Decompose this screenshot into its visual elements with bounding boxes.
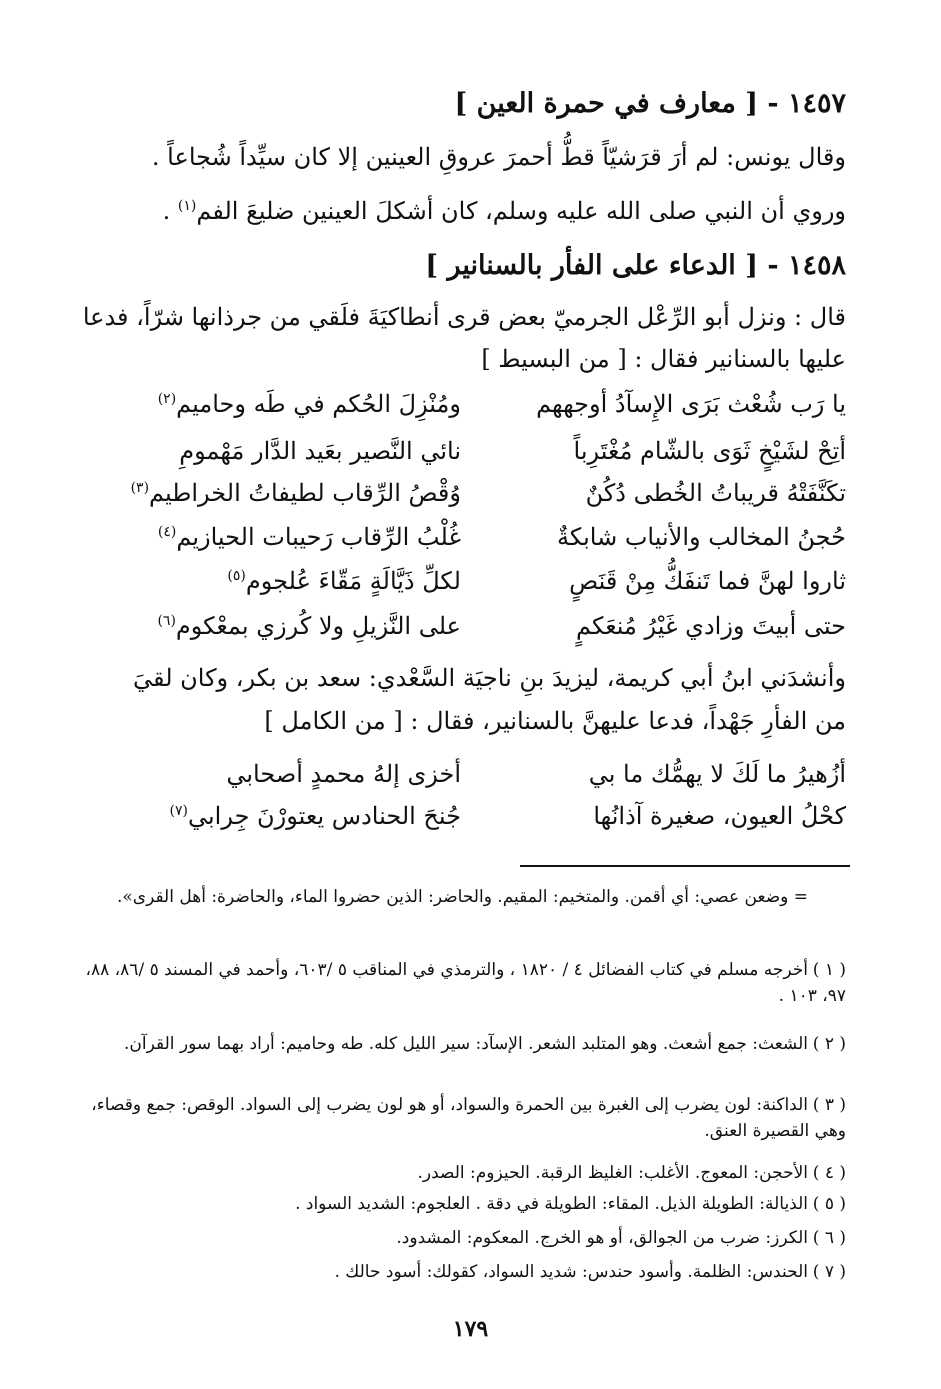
paragraph-line: عليها بالسنانير فقال : [ من البسيط ] [481,345,846,373]
verse-second-hemistich: نائي النَّصير بعَيد الدَّار مَهْمومِ [179,437,461,465]
section-heading-1458: ١٤٥٨ - [ الدعاء على الفأر بالسنانير ] [425,250,846,281]
verse-first-hemistich: تكَنَّفَتْهُ قريباتُ الخُطى دُكُنٌ [585,479,846,507]
verse-first-hemistich: يا رَب شُعْث بَرَى الإِسآدُ أوجههم [536,390,846,418]
footnote: ( ١ )أخرجه مسلم في كتاب الفضائل ٤ / ١٨٢٠ ، والترمذي في المناقب ٥ /٦٠٣، وأحمد في المسند ٥ /٨٦، ٨٨، ٩٧، ١٠٣ . [85,960,846,1006]
verse-second-hemistich: ومُنْزِلَ الحُكم في طَه وحاميم$^{(٢)}$ [157,390,461,418]
footnote: ( ٢ )الشعث: جمع أشعث. وهو المتلبد الشعر. الإسآد: سير الليل كله. طه وحاميم: أراد بهما سور القرآن. [124,1034,846,1054]
footnote-divider [520,865,850,867]
paragraph-end: . [162,197,178,225]
footnote-ref: (٥) [227,568,246,584]
paragraph-line: من الفأرِ جَهْداً، فدعا عليهنَّ بالسنانير، فقال : [ من الكامل ] [264,707,846,735]
verse-first-hemistich: أتِحْ لشَيْخٍ ثَوَى بالشّام مُغْتَرِباً [573,437,846,465]
verse-second-hemistich: وُقْصُ الرِّقاب لطيفاتُ الخراطيم$^{(٣)}$ [130,479,461,507]
paragraph-line: وقال يونس: لم أرَ قرَشيّاً قطُّ أحمرَ عروقِ العينين إلا كان سيِّداً شُجاعاً . [151,143,846,171]
paragraph-line: وأنشدَني ابنُ أبي كريمة، ليزيدَ بنِ ناجيَة السَّعْدي: سعد بن بكر، وكان لقيَ [133,664,846,692]
paragraph-line [85,197,846,225]
verse-first-hemistich: كحْلُ العيون، صغيرة آذانُها [593,802,846,830]
verse-second-hemistich: لكلِّ ذَيَّالَةٍ مَقّاءَ عُلجوم$^{(٥)}$ [227,567,461,595]
verse-second-hemistich: أخزى إلهُ محمدٍ أصحابي [226,760,461,788]
footnote-ref: (٦) [157,613,176,629]
verse-first-hemistich: أزُهيرُ ما لَكَ لا يهمُّك ما بي [588,760,846,788]
verse-second-hemistich: غُلْبُ الرِّقاب رَحيبات الحيازيم$^{(٤)}$ [157,523,461,551]
footnote: ( ٥ )الذيالة: الطويلة الذيل. المقاء: الطويلة في دقة . العلجوم: الشديد السواد . [295,1194,846,1214]
verse-first-hemistich: حُجنُ المخالب والأنياب شابكةٌ [556,523,846,551]
page-number: ١٧٩ [452,1316,489,1342]
footnote: ( ٤ )الأحجن: المعوج. الأغلب: الغليظ الرقبة. الحيزوم: الصدر. [417,1163,846,1183]
verse-first-hemistich: ثاروا لهنَّ فما تَنفَكُّ مِنْ قَنَصٍ [569,567,846,595]
footnote-ref: (٧) [169,803,188,819]
section-heading-1457: ١٤٥٧ - [ معارف في حمرة العين ] [454,88,846,119]
verse-second-hemistich: على النَّزيلِ ولا كُرزي بمعْكوم$^{(٦)}$ [157,612,461,640]
footnote: ( ٦ )الكرز: ضرب من الجوالق، أو هو الخرج. المعكوم: المشدود. [396,1228,846,1248]
paragraph-line: قال : ونزل أبو الرِّعْل الجرميّ بعض قرى أنطاكيَةَ فلَقي من جرذانها شرّاً، فدعا [82,303,846,331]
footnote-ref: (٢) [157,391,177,407]
footnote-ref: (١) [177,198,197,214]
footnote-ref: (٤) [157,524,177,540]
verse-second-hemistich: جُنحَ الحنادس يعتورْنَ جِرابي$^{(٧)}$ [169,802,461,830]
verse-first-hemistich: حتى أبيتَ وزادي غَيْرُ مُنعَكمٍ [575,612,846,640]
footnote: ( ٣ )الداكنة: لون يضرب إلى الغبرة بين الحمرة والسواد، أو هو لون يضرب إلى السواد. الوقص: جمع وقصاء، وهي القصيرة العنق. [91,1095,846,1141]
paragraph-text: وروي أن النبي صلى الله عليه وسلم، كان أشكلَ العينين ضليعَ الفم [196,197,846,225]
footnote: ( ٧ )الحندس: الظلمة. وأسود حندس: شديد السواد، كقولك: أسود حالك . [334,1262,846,1282]
footnote: = وضعن عصي: أي أقمن. والمتخيم: المقيم. والحاضر: الذين حضروا الماء، والحاضرة: أهل القرى». [116,887,808,907]
footnote-ref: (٣) [130,480,150,496]
